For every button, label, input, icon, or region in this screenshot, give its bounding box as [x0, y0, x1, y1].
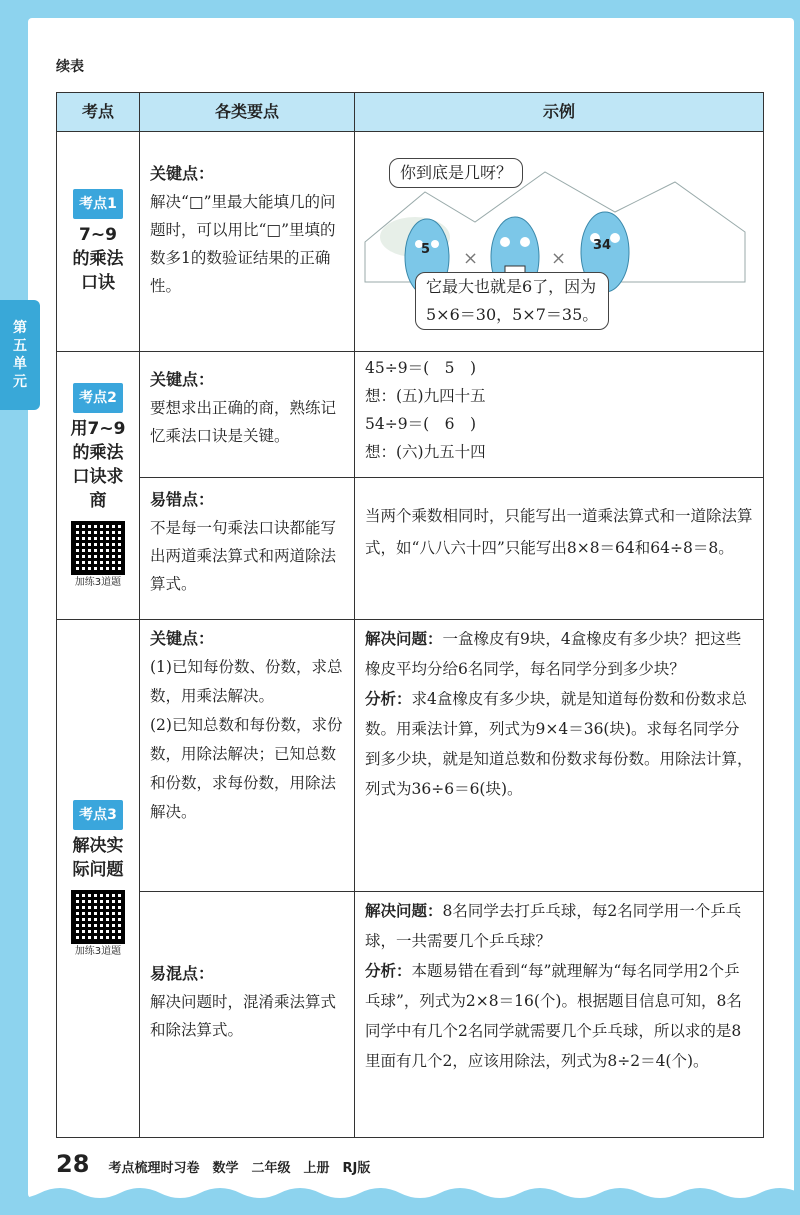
error-example-text: 当两个乘数相同时，只能写出一道乘法算式和一道除法算式，如“八八六十四”只能写出8×8＝64和64÷8＝8。 [365, 507, 753, 557]
key-point-text: (1)已知每份数、份数，求总数，用乘法解决。 [150, 658, 343, 705]
points-cell [140, 352, 355, 478]
table-row [57, 352, 764, 478]
error-point-text: 不是每一句乘法口诀都能写出两道乘法算式和两道除法算式。 [150, 519, 337, 593]
monster-number: 34 [593, 238, 612, 253]
kaodian-title-line: 解决实 [72, 835, 124, 856]
example-line: 想：(五)九四十五 [365, 387, 486, 405]
key-point-text: 解决“□”里最大能填几的问题时，可以用比“□”里填的数多1的数验证结果的正确性。 [150, 193, 336, 295]
table-row [57, 478, 764, 620]
table-header-row [57, 93, 764, 132]
kaodian-cell-2 [57, 352, 140, 620]
page-footer [56, 1150, 370, 1178]
monster-illustration [355, 132, 763, 344]
answer-line: 它最大也就是6了，因为 [426, 277, 597, 296]
example-cell [355, 352, 764, 478]
header-kaodian: 考点 [57, 93, 140, 132]
kaodian-title-line: 际问题 [72, 859, 124, 880]
question-bubble: 你到底是几呀？ [389, 158, 523, 188]
table-row [57, 892, 764, 1138]
answer-line: 5×6＝30，5×7＝35。 [426, 305, 599, 324]
problem-text: 一盒橡皮有9块，4盒橡皮有多少块？把这些橡皮平均分给6名同学，每名同学分到多少块？ [365, 630, 742, 678]
monster-number: 5 [421, 242, 431, 257]
footer-text: 考点梳理时习卷 数学 二年级 上册 RJ版 [108, 1161, 371, 1176]
key-point-heading: 关键点： [150, 370, 215, 389]
key-point-heading: 关键点： [150, 629, 215, 648]
kaodian-title-line: 的乘法 [72, 442, 124, 463]
analysis-text: 本题易错在看到“每”就理解为“每名同学用2个乒乓球”，列式为2×8＝16(个)。根据题目信息可知，8名同学中有几个2名同学就需要几个乒乓球，所以求的是8里面有几个2，应该用除法，列式为8÷2＝4(个)。 [365, 962, 742, 1070]
unit-side-tab [0, 300, 40, 410]
qr-label: 加练3道题 [74, 576, 122, 588]
analysis-text: 求4盒橡皮有多少块，就是知道每份数和份数求总数。用乘法计算，列式为9×4＝36(块)。求每名同学分到多少块，就是知道总数和份数求每份数。用除法计算，列式为36÷6＝6(块)。 [365, 690, 753, 798]
answer-bubble [415, 272, 609, 330]
problem-text: 8名同学去打乒乓球，每2名同学用一个乒乓球，一共需要几个乒乓球？ [365, 902, 742, 950]
bottom-wave-border [0, 1175, 800, 1215]
example-problem [365, 624, 755, 684]
example-line: 54÷9＝( 6 ) [365, 415, 477, 433]
kaodian-title-line: 口诀求 [72, 466, 124, 487]
qr-code-icon[interactable] [71, 890, 125, 944]
example-problem [365, 896, 755, 956]
kaodian-badge: 考点1 [73, 189, 123, 219]
example-cell [355, 478, 764, 620]
table-row [57, 132, 764, 352]
kaodian-title-line: 商 [89, 490, 107, 511]
kaodian-title-line: 用7~9 [70, 418, 126, 439]
points-cell [140, 620, 355, 892]
example-line: 想：(六)九五十四 [365, 443, 486, 461]
page-number: 28 [56, 1150, 90, 1178]
kaodian-title-line: 的乘法 [72, 248, 124, 269]
example-cell [355, 892, 764, 1138]
points-cell [140, 892, 355, 1138]
header-points: 各类要点 [140, 93, 355, 132]
points-cell [140, 478, 355, 620]
side-tab-char: 单 [13, 356, 27, 372]
key-point-text: (2)已知总数和每份数，求份数，用除法解决；已知总数和份数，求每份数，用除法解决。 [150, 716, 343, 821]
example-analysis [365, 684, 755, 804]
side-tab-char: 五 [13, 338, 27, 354]
times-sign: × [551, 248, 567, 269]
error-point-heading: 易错点： [150, 490, 215, 509]
key-point-text: 要想求出正确的商，熟练记忆乘法口诀是关键。 [150, 399, 337, 445]
analysis-label: 分析： [365, 962, 412, 980]
summary-table [56, 92, 764, 1138]
problem-label: 解决问题： [365, 902, 443, 920]
kaodian-title-line: 7~9 [79, 224, 117, 245]
kaodian-cell-1 [57, 132, 140, 352]
analysis-label: 分析： [365, 690, 412, 708]
kaodian-title-line: 口诀 [81, 272, 115, 293]
qr-label: 加练3道题 [74, 945, 122, 957]
kaodian-cell-3 [57, 620, 140, 1138]
points-cell [140, 132, 355, 352]
times-sign: × [463, 248, 479, 269]
side-tab-char: 元 [13, 374, 27, 390]
continued-label: 续表 [56, 59, 84, 75]
example-line: 45÷9＝( 5 ) [365, 359, 477, 377]
header-examples: 示例 [355, 93, 764, 132]
key-point-heading: 关键点： [150, 164, 215, 183]
example-analysis [365, 956, 755, 1076]
problem-label: 解决问题： [365, 630, 443, 648]
side-tab-char: 第 [13, 320, 27, 336]
confusion-point-heading: 易混点： [150, 964, 215, 983]
kaodian-badge: 考点2 [73, 383, 123, 413]
example-cell [355, 132, 764, 352]
confusion-point-text: 解决问题时，混淆乘法算式和除法算式。 [150, 993, 337, 1039]
example-cell [355, 620, 764, 892]
table-row [57, 620, 764, 892]
kaodian-badge: 考点3 [73, 800, 123, 830]
qr-code-icon[interactable] [71, 521, 125, 575]
